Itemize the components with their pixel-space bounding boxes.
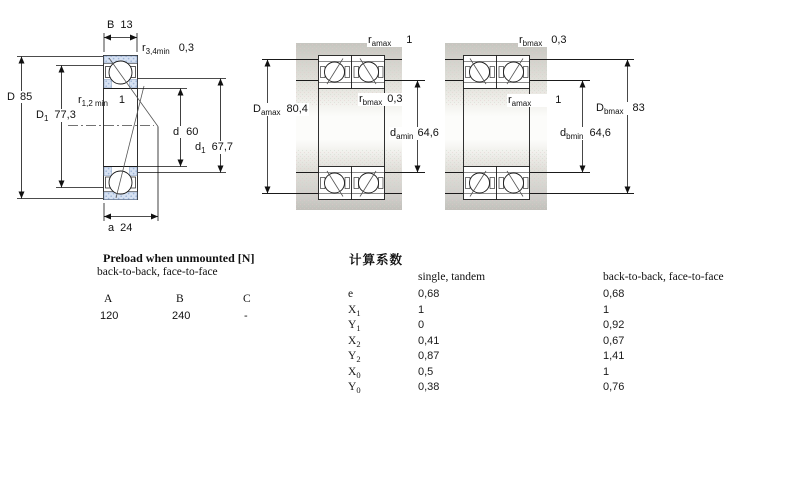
factor-value-single: 0,68 — [418, 288, 440, 300]
dim-label-Damax — [252, 103, 309, 116]
factors-row-Y2 — [0, 350, 800, 364]
dim-symbol: D — [36, 109, 44, 121]
factors-row-X2 — [0, 335, 800, 349]
dim-label-ramax-left — [367, 34, 413, 47]
dim-label-r34min — [142, 42, 194, 55]
dim-subscript: 1 — [201, 146, 206, 155]
dim-value: 24 — [120, 222, 133, 234]
factors-row-X1 — [0, 304, 800, 318]
factor-value-paired: 1 — [603, 365, 610, 378]
dim-value: 80,4 — [286, 103, 308, 115]
dim-symbol: D — [253, 103, 261, 115]
preload-table-subtitle: back-to-back, face-to-face — [97, 266, 218, 278]
dim-symbol: r — [508, 94, 512, 106]
factor-value-paired: 1,41 — [603, 350, 625, 362]
factor-symbol: $Y_0$ — [348, 381, 361, 395]
preload-table-title: Preload when unmounted [N] — [103, 251, 255, 265]
factors-row-e — [0, 288, 800, 302]
factor-symbol: $Y_1$ — [348, 319, 361, 333]
dim-subscript: 3,4min — [145, 47, 170, 56]
cross-section-drawing — [68, 56, 158, 200]
dim-symbol: r — [78, 94, 82, 106]
dim-subscript: amax — [511, 99, 532, 108]
factors-row-Y1 — [0, 319, 800, 333]
dim-label-d — [172, 126, 199, 138]
dim-value: 64,6 — [417, 127, 439, 139]
dim-symbol: B — [107, 19, 115, 31]
dim-label-damin — [389, 127, 440, 140]
factors-row-Y0 — [0, 381, 800, 395]
dim-label-B — [107, 19, 133, 31]
factor-value-single: 0 — [418, 319, 425, 331]
factor-symbol: e — [348, 288, 354, 300]
dim-label-rbmax-left — [358, 93, 404, 106]
dim-value: 85 — [19, 91, 33, 103]
preload-col-C: C — [243, 293, 251, 305]
factor-symbol: $X_1$ — [348, 303, 361, 318]
dim-label-ramax-right — [507, 94, 562, 107]
preload-value-A: 120 — [100, 310, 119, 322]
dim-symbol: r — [142, 42, 146, 54]
preload-col-B: B — [176, 293, 184, 305]
dim-subscript: bmax — [362, 98, 383, 107]
dim-value: 83 — [632, 102, 645, 114]
dim-subscript: 1,2 min — [81, 99, 108, 108]
dim-subscript: bmax — [603, 107, 624, 116]
dim-value: 1 — [118, 94, 126, 106]
dim-label-a — [108, 222, 132, 234]
dim-symbol: d — [560, 127, 567, 139]
dim-symbol: r — [368, 34, 372, 46]
dim-value: 0,3 — [551, 34, 567, 46]
dim-subscript: amax — [371, 39, 392, 48]
factor-value-single: 1 — [418, 303, 425, 316]
dim-symbol: D — [596, 102, 604, 114]
dim-value: 1 — [555, 94, 562, 106]
preload-col-A: A — [104, 293, 113, 305]
dim-symbol: a — [108, 222, 115, 234]
factor-value-paired: 0,92 — [603, 319, 625, 331]
dim-symbol: r — [519, 34, 523, 46]
dim-value: 0,3 — [178, 42, 194, 54]
dim-subscript: bmin — [566, 132, 584, 141]
dim-label-rbmax-right — [518, 34, 568, 47]
factors-row-X0 — [0, 366, 800, 380]
dim-value: 60 — [186, 126, 199, 138]
dim-subscript: bmax — [522, 39, 543, 48]
factor-symbol: $Y_2$ — [348, 350, 361, 364]
dim-subscript: amin — [396, 132, 414, 141]
factor-value-single: 0,38 — [418, 381, 440, 393]
dim-symbol: D — [7, 91, 15, 103]
factor-value-paired: 0,68 — [603, 288, 625, 300]
preload-value-C: - — [244, 310, 248, 322]
dim-value: 64,6 — [589, 127, 611, 139]
dim-value: 67,7 — [211, 141, 233, 153]
dim-label-r12min — [78, 94, 125, 107]
factor-value-single: 0,5 — [418, 365, 434, 378]
dim-label-D1 — [35, 109, 77, 122]
dim-value: 1 — [406, 34, 413, 46]
factor-value-paired: 0,76 — [603, 381, 625, 393]
dim-subscript: amax — [260, 108, 281, 117]
factors-table-title: 计算系数 — [349, 253, 404, 267]
factor-value-single: 0,87 — [418, 350, 440, 362]
dim-value: 13 — [120, 19, 133, 31]
factors-col-back-to-back: back-to-back, face-to-face — [603, 271, 724, 283]
dim-value: 0,3 — [387, 93, 403, 105]
dim-label-Dbmax — [595, 102, 646, 115]
dim-subscript: 1 — [43, 114, 49, 123]
factor-symbol: $X_2$ — [348, 334, 361, 349]
dim-label-D — [6, 91, 33, 103]
dim-symbol: d — [173, 126, 180, 138]
preload-value-B: 240 — [172, 310, 191, 322]
dim-label-d1 — [194, 141, 234, 154]
dim-symbol: d — [195, 141, 202, 153]
dim-symbol: d — [390, 127, 397, 139]
dim-label-dbmin — [559, 127, 612, 140]
factors-col-single-tandem: single, tandem — [418, 271, 486, 283]
factor-symbol: $X_0$ — [348, 365, 361, 380]
factor-value-paired: 1 — [603, 303, 610, 316]
dim-symbol: r — [359, 93, 363, 105]
factor-value-paired: 0,67 — [603, 334, 625, 347]
factor-value-single: 0,41 — [418, 334, 440, 347]
dim-value: 77,3 — [54, 109, 76, 121]
